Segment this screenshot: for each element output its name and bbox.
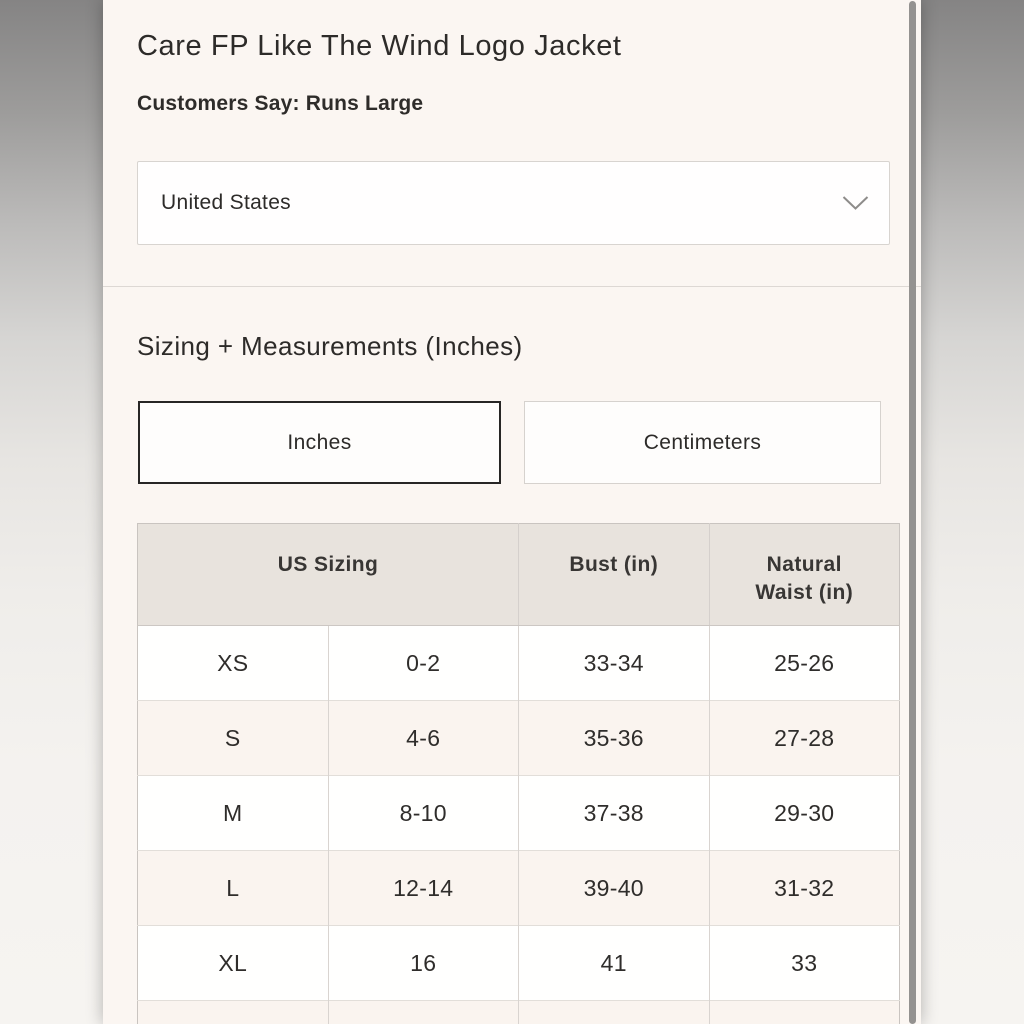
- table-row: [138, 926, 900, 1001]
- cell-us: 8-10: [328, 776, 519, 851]
- cell-us: 4-6: [328, 701, 519, 776]
- table-row: [138, 776, 900, 851]
- cell-waist: 31-32: [709, 851, 900, 926]
- table-row: [138, 701, 900, 776]
- header-bust: Bust (in): [519, 524, 710, 626]
- product-title: Care FP Like The Wind Logo Jacket: [137, 30, 622, 62]
- cell-waist: 29-30: [709, 776, 900, 851]
- inches-button[interactable]: Inches: [138, 401, 501, 484]
- cell-us: 12-14: [328, 851, 519, 926]
- country-selector-value: United States: [161, 191, 291, 214]
- cell-waist: 25-26: [709, 626, 900, 701]
- panel-scrollbar[interactable]: [909, 1, 916, 1024]
- header-natural-waist: Natural Waist (in): [709, 524, 900, 626]
- cell-us: 0-2: [328, 626, 519, 701]
- fit-note: Customers Say: Runs Large: [137, 92, 424, 115]
- header-us-sizing: US Sizing: [138, 524, 519, 626]
- cell-bust: 33-34: [519, 626, 710, 701]
- cell-waist: 33: [709, 926, 900, 1001]
- sizing-section-heading: Sizing + Measurements (Inches): [137, 331, 523, 361]
- cell-bust: 35-36: [519, 701, 710, 776]
- country-selector[interactable]: [137, 161, 890, 245]
- table-header-row: [138, 524, 900, 626]
- cell-bust: 37-38: [519, 776, 710, 851]
- cell-bust: 41: [519, 926, 710, 1001]
- size-chart-table: [137, 523, 900, 1024]
- section-divider: [103, 286, 921, 287]
- table-row: [138, 626, 900, 701]
- unit-toggle: [138, 401, 881, 484]
- table-row: [138, 851, 900, 926]
- cell-size: S: [138, 701, 329, 776]
- cell-size: XL: [138, 926, 329, 1001]
- centimeters-button[interactable]: Centimeters: [524, 401, 881, 484]
- chevron-down-icon: [842, 196, 869, 211]
- cell-bust: 39-40: [519, 851, 710, 926]
- cell-size: M: [138, 776, 329, 851]
- cell-size: XS: [138, 626, 329, 701]
- cell-size: L: [138, 851, 329, 926]
- size-guide-panel: [103, 0, 921, 1024]
- cell-us: 16: [328, 926, 519, 1001]
- table-row-partial: [138, 1001, 900, 1024]
- cell-waist: 27-28: [709, 701, 900, 776]
